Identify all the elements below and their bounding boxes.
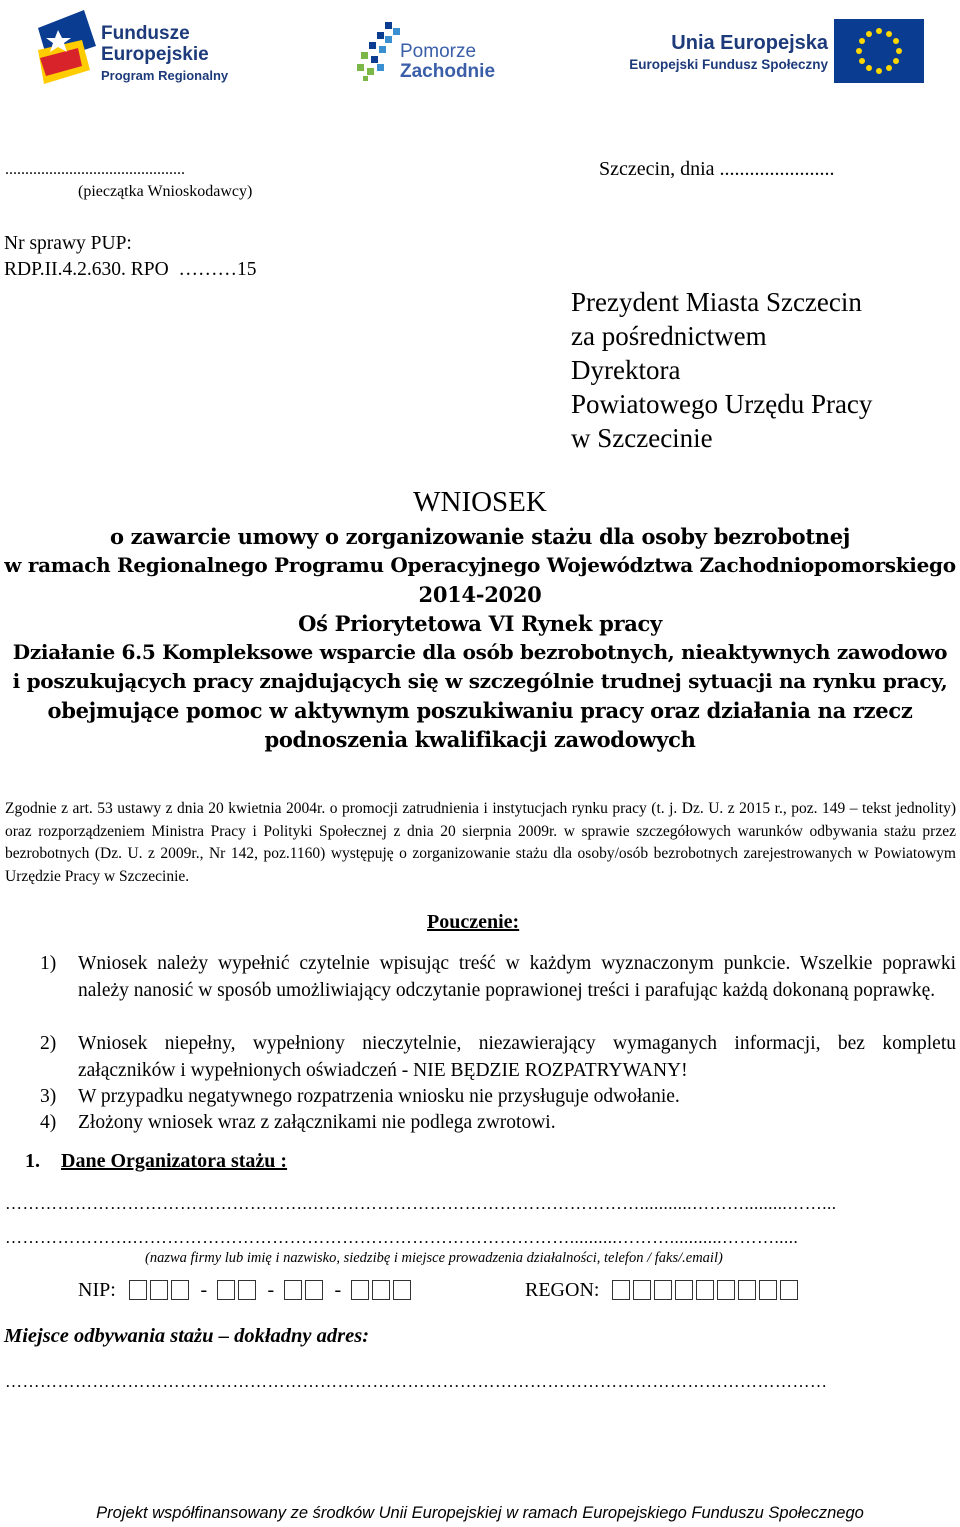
place-date: Szczecin, dnia ....................... bbox=[599, 158, 835, 180]
nip-digit-box[interactable] bbox=[129, 1280, 147, 1300]
internship-address-label: Miejsce odbywania stażu – dokładny adres: bbox=[4, 1325, 370, 1347]
organizer-address-field[interactable]: ………………….…………………………………………………………………..........………...........………..... bbox=[5, 1228, 799, 1247]
heading-line3: 2014-2020 bbox=[418, 582, 542, 607]
fe-logo bbox=[38, 10, 253, 90]
regon-digit-box[interactable] bbox=[612, 1280, 630, 1300]
heading-line1: o zawarcie umowy o zorganizowanie stażu dla osoby bezrobotnej bbox=[109, 524, 851, 549]
regon-digit-box[interactable] bbox=[780, 1280, 798, 1300]
regon-digit-box[interactable] bbox=[759, 1280, 777, 1300]
nip-digit-box[interactable] bbox=[351, 1280, 369, 1300]
nip-digit-box[interactable] bbox=[171, 1280, 189, 1300]
nip-separator: - bbox=[200, 1278, 208, 1301]
organizer-hint: (nazwa firmy lub imię i nazwisko, siedzibę i miejsce prowadzenia działalności, telefon / faks/.email) bbox=[145, 1250, 723, 1266]
page-title: WNIOSEK bbox=[413, 486, 547, 518]
stamp-dots: ............................................. bbox=[5, 161, 185, 178]
fe-line1: Fundusze bbox=[101, 23, 190, 44]
footer-text: Projekt współfinansowany ze środków Unii Europejskiej w ramach Europejskiego Funduszu Społecznego bbox=[96, 1504, 864, 1522]
ue-logo-text bbox=[628, 32, 828, 72]
heading-line8: podnoszenia kwalifikacji zawodowych bbox=[264, 727, 696, 752]
regon-digit-box[interactable] bbox=[654, 1280, 672, 1300]
nip-separator: - bbox=[267, 1278, 275, 1301]
addressee-line1: Prezydent Miasta Szczecin bbox=[571, 287, 862, 317]
heading-line5: Działanie 6.5 Kompleksowe wsparcie dla osób bezrobotnych, nieaktywnych zawodowo bbox=[12, 640, 948, 664]
regon-row bbox=[525, 1278, 801, 1302]
instruction-text: W przypadku negatywnego rozpatrzenia wniosku nie przysługuje odwołanie. bbox=[78, 1086, 680, 1107]
nip-digit-box[interactable] bbox=[305, 1280, 323, 1300]
fe-logo-text bbox=[101, 23, 261, 86]
instruction-num: 2) bbox=[40, 1033, 57, 1054]
addressee-line5: w Szczecinie bbox=[571, 423, 713, 453]
addressee-line4: Powiatowego Urzędu Pracy bbox=[571, 389, 873, 419]
logo-header bbox=[0, 0, 960, 110]
organizer-name-field[interactable]: …………………………………………….…………………………………………………...........……….........……... bbox=[5, 1194, 837, 1213]
section1-num: 1. bbox=[25, 1150, 40, 1172]
pz-logo-text bbox=[400, 42, 495, 82]
fe-line3: Program Regionalny bbox=[101, 68, 229, 83]
section1-heading bbox=[25, 1150, 287, 1173]
instruction-text: Złożony wniosek wraz z załącznikami nie podlega zwrotowi. bbox=[78, 1112, 556, 1133]
stamp-label: (pieczątka Wnioskodawcy) bbox=[78, 183, 253, 200]
section1-title: Dane Organizatora stażu : bbox=[61, 1150, 288, 1172]
regon-digit-box[interactable] bbox=[696, 1280, 714, 1300]
internship-address-field[interactable]: …………………………………………………………………………………………………………………………… bbox=[5, 1372, 828, 1391]
fe-flag-icon bbox=[38, 10, 96, 88]
nip-separator: - bbox=[334, 1278, 342, 1301]
pz-line2: Zachodnie bbox=[400, 61, 496, 82]
nip-digit-box[interactable] bbox=[238, 1280, 256, 1300]
regon-label: REGON: bbox=[525, 1278, 600, 1301]
nip-digit-box[interactable] bbox=[372, 1280, 390, 1300]
regon-digit-box[interactable] bbox=[633, 1280, 651, 1300]
ue-line2: Europejski Fundusz Społeczny bbox=[629, 57, 828, 72]
heading-line2: w ramach Regionalnego Programu Operacyjnego Województwa Zachodniopomorskiego bbox=[4, 553, 956, 577]
addressee-line2: za pośrednictwem bbox=[571, 321, 767, 351]
instruction-text: Wniosek należy wypełnić czytelnie wpisując treść w każdym wyznaczonym punkcie. Wszelkie poprawki należy nanosić w sposób umożliwiający odczytanie poprawionej treści i parafując każdą dokonaną poprawkę. bbox=[78, 953, 956, 1001]
eu-flag-icon bbox=[834, 19, 924, 83]
nip-row bbox=[78, 1278, 414, 1302]
instruction-num: 3) bbox=[40, 1086, 57, 1107]
heading-line4: Oś Priorytetowa VI Rynek pracy bbox=[298, 611, 662, 636]
case-number: RDP.II.4.2.630. RPO ………15 bbox=[4, 259, 257, 280]
nip-digit-box[interactable] bbox=[217, 1280, 235, 1300]
nip-digit-box[interactable] bbox=[393, 1280, 411, 1300]
legal-basis-text: Zgodnie z art. 53 ustawy z dnia 20 kwietnia 2004r. o promocji zatrudnienia i instytucjach rynku pracy (t. j. Dz. U. z 2015 r., poz. 149 – tekst jednolity) oraz rozporządzeniem Ministra Pracy i Polityki Społecznej z dnia 20 sierpnia 2009r. w sprawie szczegółowych warunków odbywania stażu przez bezrobotnych (Dz. U. z 2009r., Nr 142, poz.1160) występuję o zorganizowanie stażu dla osoby/osób bezrobotnych zarejestrowanych w Powiatowym Urzędzie Pracy w Szczecinie. bbox=[5, 800, 956, 885]
case-label: Nr sprawy PUP: bbox=[4, 233, 132, 254]
instruction-num: 4) bbox=[40, 1112, 57, 1133]
pz-logo bbox=[355, 20, 515, 82]
nip-digit-box[interactable] bbox=[150, 1280, 168, 1300]
regon-digit-box[interactable] bbox=[675, 1280, 693, 1300]
fe-line2: Europejskie bbox=[101, 44, 209, 65]
nip-digit-box[interactable] bbox=[284, 1280, 302, 1300]
heading-line7: obejmujące pomoc w aktywnym poszukiwaniu pracy oraz działania na rzecz bbox=[47, 698, 913, 723]
nip-label: NIP: bbox=[78, 1278, 116, 1301]
addressee-line3: Dyrektora bbox=[571, 355, 681, 385]
instruction-text: Wniosek niepełny, wypełniony nieczytelnie, niezawierający wymaganych informacji, bez kompletu załączników i wypełnionych oświadczeń - NIE BĘDZIE ROZPATRYWANY! bbox=[78, 1033, 956, 1081]
heading-line6: i poszukujących pracy znajdujących się w szczególnie trudnej sytuacji na rynku pracy, bbox=[12, 669, 948, 693]
instructions-list bbox=[40, 951, 960, 1141]
pz-line1: Pomorze bbox=[400, 41, 477, 62]
addressee-block bbox=[571, 285, 872, 455]
regon-digit-box[interactable] bbox=[717, 1280, 735, 1300]
instructions-title: Pouczenie: bbox=[427, 911, 520, 933]
instruction-num: 1) bbox=[40, 953, 57, 974]
ue-line1: Unia Europejska bbox=[671, 32, 828, 54]
regon-digit-box[interactable] bbox=[738, 1280, 756, 1300]
